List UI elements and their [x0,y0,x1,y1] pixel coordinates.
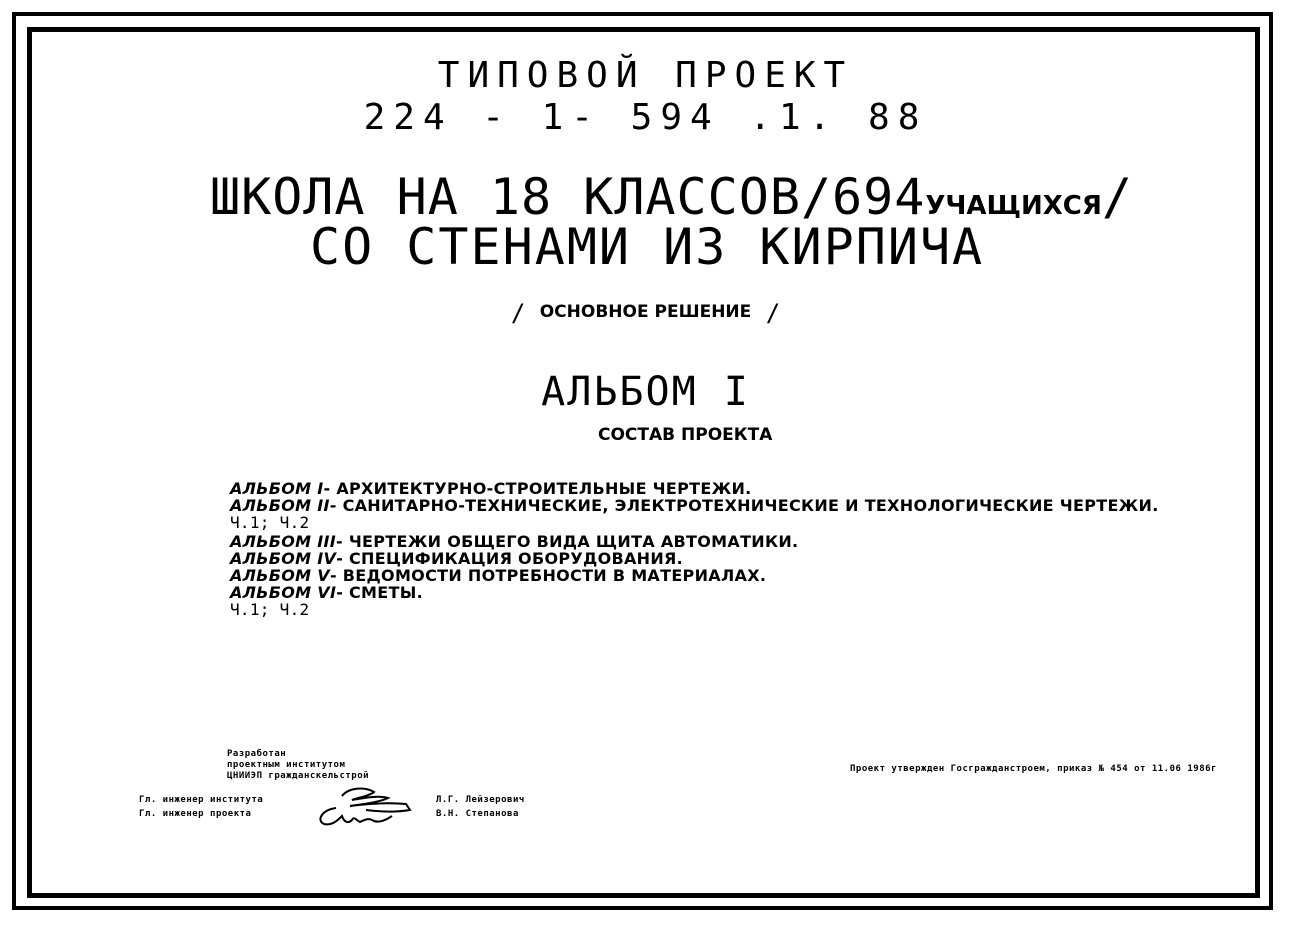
chief-engineer-project-name: В.Н. Степанова [436,809,519,819]
solution-subtitle [0,301,1291,325]
project-title-main: ШКОЛА НА 18 КЛАССОВ/694 [210,168,926,226]
approval-note: Проект утвержден Госгражданстроем, приказ № 454 от 11.06 1986г [850,764,1217,774]
subtitle-open-slash: / [510,299,526,327]
developer-line3: ЦНИИЭП гражданскельстрой [227,771,370,781]
chief-engineer-institute-name: Л.Г. Лейзерович [436,795,525,805]
album-list [230,480,1159,620]
chief-engineer-institute-label: Гл. инженер института [139,795,264,805]
project-type-heading: ТИПОВОЙ ПРОЕКТ [437,55,854,96]
project-title-students: УЧАЩИХСЯ [925,191,1102,221]
chief-engineer-project-label: Гл. инженер проекта [139,809,252,819]
album-list-parts: Ч.1; Ч.2 [230,600,310,619]
project-title-line1 [210,168,1134,226]
composition-heading: СОСТАВ ПРОЕКТА [598,425,773,445]
developer-line2: проектным институтом [227,760,346,770]
developer-line1: Разработан [227,749,287,759]
signature-image [312,780,416,830]
album-list-item: АЛЬБОМ VI- СМЕТЫ. [230,583,423,602]
album-title: АЛЬБОМ I [541,369,750,415]
album-list-item: АЛЬБОМ I- АРХИТЕКТУРНО-СТРОИТЕЛЬНЫЕ ЧЕРТЕЖИ. [230,479,752,498]
subtitle-close-slash: / [765,299,781,327]
album-list-item: АЛЬБОМ II- САНИТАРНО-ТЕХНИЧЕСКИЕ, ЭЛЕКТРОТЕХНИЧЕСКИЕ И ТЕХНОЛОГИЧЕСКИЕ ЧЕРТЕЖИ. [230,496,1159,515]
project-number: 224 - 1- 594 .1. 88 [363,97,928,138]
subtitle-text: ОСНОВНОЕ РЕШЕНИЕ [539,302,752,322]
project-title-line2: СО СТЕНАМИ ИЗ КИРПИЧА [310,218,985,276]
album-list-parts: Ч.1; Ч.2 [230,513,310,532]
album-list-item: АЛЬБОМ III- ЧЕРТЕЖИ ОБЩЕГО ВИДА ЩИТА АВТОМАТИКИ. [230,532,799,551]
album-list-item: АЛЬБОМ V- ВЕДОМОСТИ ПОТРЕБНОСТИ В МАТЕРИАЛАХ. [230,566,767,585]
project-title-slash: / [1101,168,1134,226]
album-list-item: АЛЬБОМ IV- СПЕЦИФИКАЦИЯ ОБОРУДОВАНИЯ. [230,549,684,568]
